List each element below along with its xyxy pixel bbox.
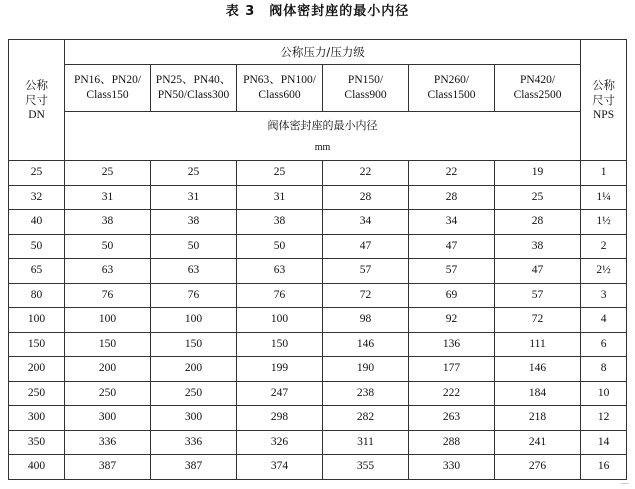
bore-value-cell: 111 bbox=[495, 332, 581, 357]
bore-value-cell: 47 bbox=[409, 234, 495, 259]
table-row bbox=[9, 455, 627, 480]
bore-value-cell: 184 bbox=[495, 381, 581, 406]
pressure-class-header bbox=[409, 65, 495, 112]
bore-value-cell: 300 bbox=[65, 406, 151, 431]
bore-value-cell: 28 bbox=[495, 210, 581, 235]
bore-value-cell: 150 bbox=[151, 332, 237, 357]
unit-label: mm bbox=[314, 141, 331, 153]
dn-cell: 50 bbox=[9, 234, 65, 259]
bore-value-cell: 150 bbox=[65, 332, 151, 357]
bore-value-cell: 311 bbox=[323, 430, 409, 455]
bore-value-cell: 355 bbox=[323, 455, 409, 480]
nps-cell: 6 bbox=[581, 332, 627, 357]
bore-value-cell: 57 bbox=[495, 283, 581, 308]
pressure-class-line: Class150 bbox=[86, 89, 129, 101]
dn-cell: 350 bbox=[9, 430, 65, 455]
dn-cell: 250 bbox=[9, 381, 65, 406]
nps-cell: 8 bbox=[581, 357, 627, 382]
bore-value-cell: 190 bbox=[323, 357, 409, 382]
table-row bbox=[9, 259, 627, 284]
bore-value-cell: 76 bbox=[237, 283, 323, 308]
nps-header-line3: NPS bbox=[593, 108, 615, 121]
dn-header-line2: 尺寸 bbox=[25, 92, 48, 107]
bore-value-cell: 146 bbox=[323, 332, 409, 357]
pressure-group-header: 公称压力/压力级 bbox=[65, 40, 581, 65]
pressure-class-line: PN260/ bbox=[433, 74, 470, 86]
nps-header-line2: 尺寸 bbox=[592, 92, 616, 107]
bore-value-cell: 336 bbox=[65, 430, 151, 455]
bore-value-cell: 263 bbox=[409, 406, 495, 431]
page-corner-mark: — bbox=[621, 478, 629, 487]
bore-value-cell: 76 bbox=[151, 283, 237, 308]
bore-value-cell: 387 bbox=[151, 455, 237, 480]
pressure-class-line: Class2500 bbox=[513, 89, 562, 101]
nps-cell: 14 bbox=[581, 430, 627, 455]
bore-value-cell: 100 bbox=[151, 308, 237, 333]
table-row bbox=[9, 430, 627, 455]
bore-value-cell: 31 bbox=[65, 185, 151, 210]
dn-cell: 400 bbox=[9, 455, 65, 480]
dn-header-line3: DN bbox=[28, 108, 45, 121]
table-row bbox=[9, 308, 627, 333]
pressure-class-header bbox=[495, 65, 581, 112]
pressure-class-header bbox=[323, 65, 409, 112]
table-row bbox=[9, 185, 627, 210]
bore-value-cell: 326 bbox=[237, 430, 323, 455]
pressure-class-line: Class600 bbox=[258, 89, 301, 101]
min-bore-table bbox=[8, 39, 627, 480]
bore-value-cell: 146 bbox=[495, 357, 581, 382]
bore-value-cell: 330 bbox=[409, 455, 495, 480]
min-bore-header bbox=[65, 112, 581, 161]
bore-value-cell: 100 bbox=[65, 308, 151, 333]
bore-value-cell: 72 bbox=[495, 308, 581, 333]
bore-value-cell: 19 bbox=[495, 161, 581, 186]
nps-cell: 4 bbox=[581, 308, 627, 333]
bore-value-cell: 50 bbox=[65, 234, 151, 259]
bore-value-cell: 238 bbox=[323, 381, 409, 406]
bore-value-cell: 200 bbox=[151, 357, 237, 382]
min-bore-label: 阀体密封座的最小内径 bbox=[267, 118, 378, 132]
bore-value-cell: 98 bbox=[323, 308, 409, 333]
bore-value-cell: 247 bbox=[237, 381, 323, 406]
bore-value-cell: 31 bbox=[151, 185, 237, 210]
nps-cell: 2½ bbox=[581, 259, 627, 284]
bore-value-cell: 31 bbox=[237, 185, 323, 210]
table-row bbox=[9, 381, 627, 406]
bore-value-cell: 218 bbox=[495, 406, 581, 431]
bore-value-cell: 241 bbox=[495, 430, 581, 455]
dn-cell: 65 bbox=[9, 259, 65, 284]
bore-value-cell: 25 bbox=[495, 185, 581, 210]
nps-cell: 12 bbox=[581, 406, 627, 431]
dn-header bbox=[9, 40, 65, 161]
bore-value-cell: 199 bbox=[237, 357, 323, 382]
bore-value-cell: 34 bbox=[323, 210, 409, 235]
bore-value-cell: 38 bbox=[65, 210, 151, 235]
nps-cell: 10 bbox=[581, 381, 627, 406]
bore-value-cell: 28 bbox=[323, 185, 409, 210]
bore-value-cell: 298 bbox=[237, 406, 323, 431]
table-row bbox=[9, 332, 627, 357]
pressure-class-line: PN25、PN40、 bbox=[155, 74, 232, 86]
bore-value-cell: 47 bbox=[495, 259, 581, 284]
bore-value-cell: 276 bbox=[495, 455, 581, 480]
pressure-class-header bbox=[151, 65, 237, 112]
dn-cell: 150 bbox=[9, 332, 65, 357]
bore-value-cell: 47 bbox=[323, 234, 409, 259]
bore-value-cell: 250 bbox=[151, 381, 237, 406]
bore-value-cell: 250 bbox=[65, 381, 151, 406]
table-row bbox=[9, 357, 627, 382]
bore-value-cell: 57 bbox=[409, 259, 495, 284]
bore-value-cell: 28 bbox=[409, 185, 495, 210]
bore-value-cell: 300 bbox=[151, 406, 237, 431]
dn-header-line1: 公称 bbox=[25, 77, 48, 92]
bore-value-cell: 22 bbox=[409, 161, 495, 186]
bore-value-cell: 63 bbox=[65, 259, 151, 284]
nps-cell: 16 bbox=[581, 455, 627, 480]
bore-value-cell: 25 bbox=[237, 161, 323, 186]
nps-cell: 3 bbox=[581, 283, 627, 308]
nps-header bbox=[581, 40, 627, 161]
bore-value-cell: 38 bbox=[151, 210, 237, 235]
bore-value-cell: 288 bbox=[409, 430, 495, 455]
pressure-class-line: PN63、PN100/ bbox=[243, 74, 316, 86]
bore-value-cell: 76 bbox=[65, 283, 151, 308]
table-row bbox=[9, 234, 627, 259]
bore-value-cell: 69 bbox=[409, 283, 495, 308]
bore-value-cell: 222 bbox=[409, 381, 495, 406]
pressure-class-header bbox=[65, 65, 151, 112]
dn-cell: 100 bbox=[9, 308, 65, 333]
dn-cell: 32 bbox=[9, 185, 65, 210]
dn-cell: 300 bbox=[9, 406, 65, 431]
bore-value-cell: 63 bbox=[237, 259, 323, 284]
nps-cell: 1½ bbox=[581, 210, 627, 235]
bore-value-cell: 336 bbox=[151, 430, 237, 455]
bore-value-cell: 282 bbox=[323, 406, 409, 431]
bore-value-cell: 387 bbox=[65, 455, 151, 480]
dn-cell: 80 bbox=[9, 283, 65, 308]
bore-value-cell: 92 bbox=[409, 308, 495, 333]
table-row bbox=[9, 161, 627, 186]
bore-value-cell: 22 bbox=[323, 161, 409, 186]
nps-cell: 2 bbox=[581, 234, 627, 259]
pressure-class-line: PN50/Class300 bbox=[157, 89, 230, 101]
nps-cell: 1¼ bbox=[581, 185, 627, 210]
dn-cell: 25 bbox=[9, 161, 65, 186]
bore-value-cell: 63 bbox=[151, 259, 237, 284]
bore-value-cell: 100 bbox=[237, 308, 323, 333]
bore-value-cell: 150 bbox=[237, 332, 323, 357]
pressure-class-line: Class1500 bbox=[427, 89, 476, 101]
bore-value-cell: 50 bbox=[151, 234, 237, 259]
pressure-class-header bbox=[237, 65, 323, 112]
pressure-class-line: Class900 bbox=[344, 89, 387, 101]
pressure-class-line: PN16、PN20/ bbox=[73, 74, 142, 86]
bore-value-cell: 177 bbox=[409, 357, 495, 382]
bore-value-cell: 72 bbox=[323, 283, 409, 308]
bore-value-cell: 136 bbox=[409, 332, 495, 357]
bore-value-cell: 25 bbox=[65, 161, 151, 186]
table-row bbox=[9, 406, 627, 431]
bore-value-cell: 38 bbox=[237, 210, 323, 235]
bore-value-cell: 50 bbox=[237, 234, 323, 259]
table-title: 表 3 阀体密封座的最小内径 bbox=[225, 4, 410, 19]
dn-cell: 200 bbox=[9, 357, 65, 382]
dn-cell: 40 bbox=[9, 210, 65, 235]
nps-cell: 1 bbox=[581, 161, 627, 186]
bore-value-cell: 25 bbox=[151, 161, 237, 186]
pressure-class-line: PN150/ bbox=[347, 74, 384, 86]
bore-value-cell: 34 bbox=[409, 210, 495, 235]
bore-value-cell: 374 bbox=[237, 455, 323, 480]
bore-value-cell: 200 bbox=[65, 357, 151, 382]
bore-value-cell: 38 bbox=[495, 234, 581, 259]
nps-header-line1: 公称 bbox=[592, 77, 616, 92]
bore-value-cell: 57 bbox=[323, 259, 409, 284]
pressure-class-line: PN420/ bbox=[519, 74, 556, 86]
table-row bbox=[9, 210, 627, 235]
table-row bbox=[9, 283, 627, 308]
